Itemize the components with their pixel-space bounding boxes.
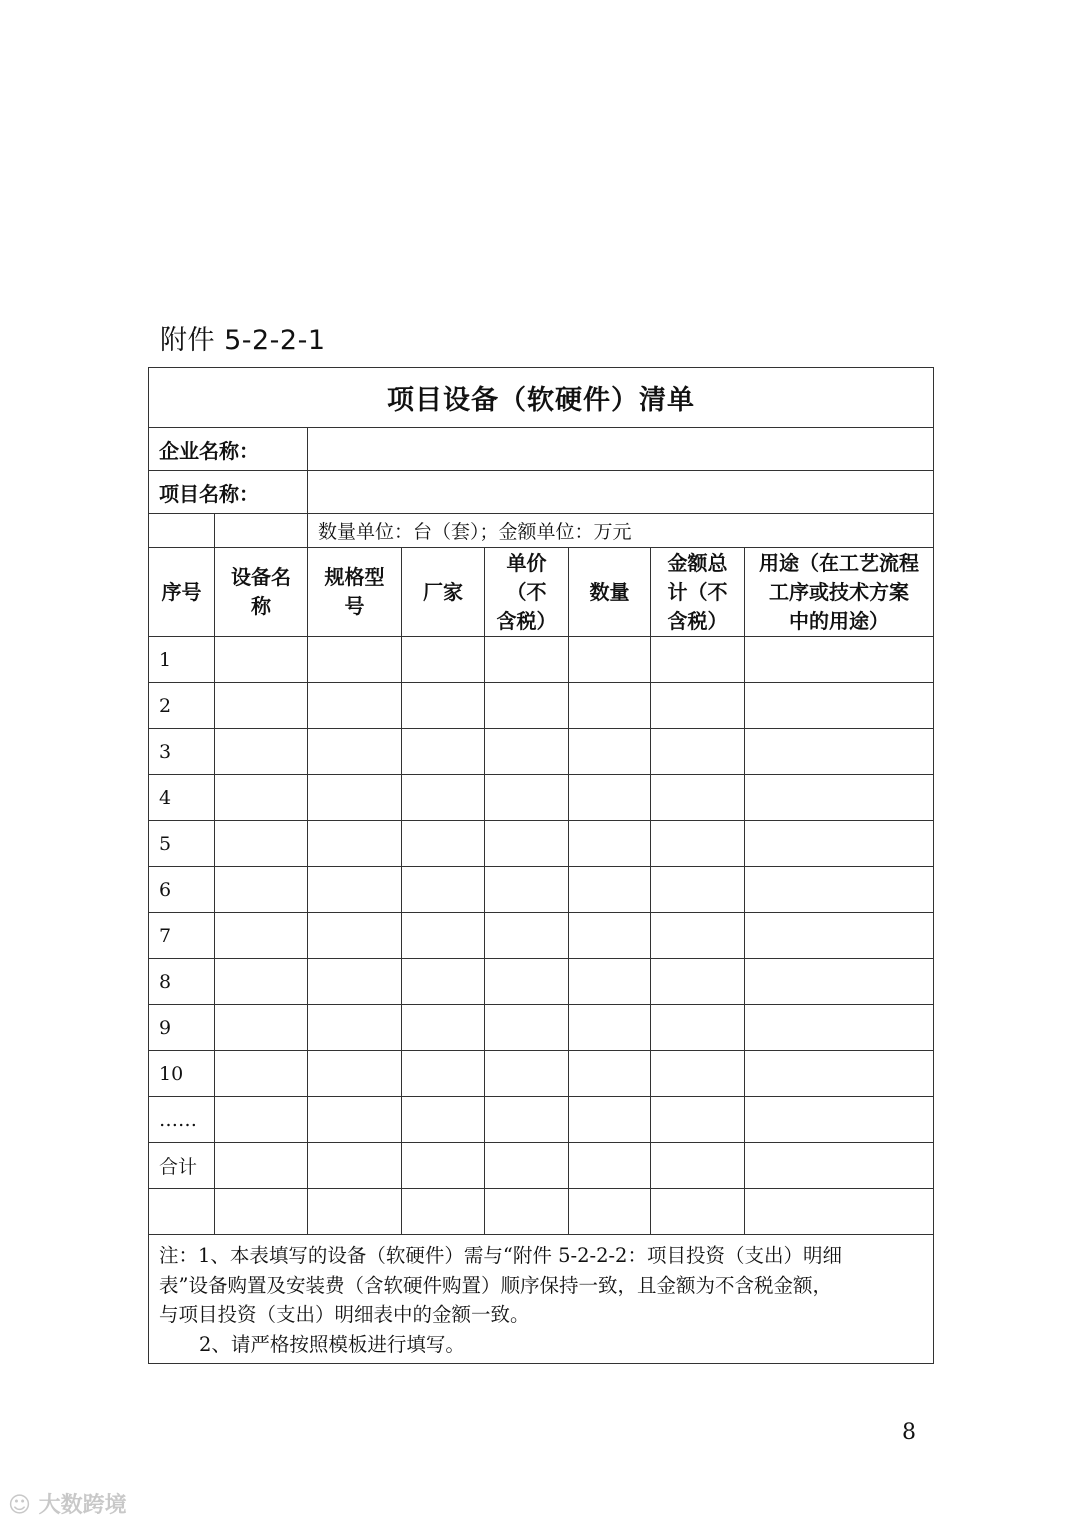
table-cell[interactable]	[402, 867, 485, 913]
table-row	[149, 1097, 934, 1143]
table-cell[interactable]	[569, 867, 651, 913]
table-cell[interactable]	[402, 821, 485, 867]
table-cell[interactable]	[651, 959, 745, 1005]
table-cell[interactable]	[745, 683, 934, 729]
table-cell[interactable]	[651, 729, 745, 775]
header-total: 金额总 计（不 含税）	[651, 548, 745, 637]
table-cell[interactable]	[745, 637, 934, 683]
table-cell[interactable]	[651, 821, 745, 867]
table-cell[interactable]	[215, 1051, 308, 1097]
table-cell[interactable]	[569, 775, 651, 821]
row-index: 7	[149, 913, 215, 959]
row-index: 3	[149, 729, 215, 775]
table-cell[interactable]	[569, 913, 651, 959]
table-cell[interactable]	[485, 1189, 569, 1235]
row-index: 9	[149, 1005, 215, 1051]
table-cell[interactable]	[745, 913, 934, 959]
row-index: 2	[149, 683, 215, 729]
table-cell[interactable]	[485, 867, 569, 913]
table-cell[interactable]	[569, 959, 651, 1005]
table-cell[interactable]	[215, 683, 308, 729]
table-cell[interactable]	[215, 959, 308, 1005]
attachment-label: 附件 5-2-2-1	[160, 325, 326, 356]
table-cell[interactable]	[402, 913, 485, 959]
table-row	[149, 1143, 934, 1189]
table-note: 注：1、本表填写的设备（软硬件）需与“附件 5-2-2-2：项目投资（支出）明细 表”设备购置及安装费（含软硬件购置）顺序保持一致，且金额为不含税金额， 与项目投资（支出）明细表中的金额一致。 2、请严格按照模板进行填写。	[149, 1235, 934, 1364]
row-index	[149, 1189, 215, 1235]
header-seq: 序号	[149, 548, 215, 637]
table-cell[interactable]	[745, 1005, 934, 1051]
table-row	[149, 775, 934, 821]
row-index: 合计	[149, 1143, 215, 1189]
table-cell[interactable]	[569, 683, 651, 729]
table-cell[interactable]	[215, 637, 308, 683]
table-cell[interactable]	[651, 775, 745, 821]
row-index: ……	[149, 1097, 215, 1143]
table-row	[149, 867, 934, 913]
units-note: 数量单位：台（套）；金额单位：万元	[308, 514, 934, 548]
row-index: 1	[149, 637, 215, 683]
table-cell[interactable]	[485, 729, 569, 775]
table-cell[interactable]	[308, 1097, 402, 1143]
table-cell[interactable]	[402, 1097, 485, 1143]
table-cell[interactable]	[651, 1005, 745, 1051]
page-number: 8	[902, 1420, 916, 1445]
table-cell[interactable]	[569, 821, 651, 867]
table-cell[interactable]	[569, 1189, 651, 1235]
project-name-field[interactable]	[308, 471, 934, 514]
table-row	[149, 1051, 934, 1097]
row-index: 6	[149, 867, 215, 913]
unit-row-blank-cell	[215, 514, 308, 548]
table-row	[149, 637, 934, 683]
header-device-name: 设备名 称	[215, 548, 308, 637]
table-cell[interactable]	[569, 1143, 651, 1189]
table-cell[interactable]	[308, 637, 402, 683]
table-cell[interactable]	[485, 1143, 569, 1189]
table-cell[interactable]	[745, 821, 934, 867]
table-cell[interactable]	[485, 959, 569, 1005]
table-cell[interactable]	[651, 1051, 745, 1097]
table-cell[interactable]	[485, 1097, 569, 1143]
project-name-label: 项目名称：	[149, 471, 308, 514]
table-cell[interactable]	[569, 637, 651, 683]
row-index: 8	[149, 959, 215, 1005]
table-cell[interactable]	[745, 1097, 934, 1143]
header-spec: 规格型 号	[308, 548, 402, 637]
table-cell[interactable]	[745, 775, 934, 821]
table-cell[interactable]	[402, 1189, 485, 1235]
table-cell[interactable]	[745, 1143, 934, 1189]
table-cell[interactable]	[402, 775, 485, 821]
table-cell[interactable]	[308, 1005, 402, 1051]
table-cell[interactable]	[308, 821, 402, 867]
table-cell[interactable]	[402, 1143, 485, 1189]
header-quantity: 数量	[569, 548, 651, 637]
header-manufacturer: 厂家	[402, 548, 485, 637]
table-title: 项目设备（软硬件）清单	[149, 368, 934, 428]
table-cell[interactable]	[651, 637, 745, 683]
table-cell[interactable]	[308, 959, 402, 1005]
table-cell[interactable]	[308, 1051, 402, 1097]
equipment-list-table	[148, 367, 934, 1364]
table-cell[interactable]	[651, 913, 745, 959]
unit-row-blank-cell	[149, 514, 215, 548]
table-cell[interactable]	[402, 1051, 485, 1097]
table-cell[interactable]	[215, 1097, 308, 1143]
table-cell[interactable]	[215, 821, 308, 867]
table-cell[interactable]	[745, 1051, 934, 1097]
table-cell[interactable]	[215, 867, 308, 913]
company-name-label: 企业名称：	[149, 428, 308, 471]
table-cell[interactable]	[402, 959, 485, 1005]
table-cell[interactable]	[745, 729, 934, 775]
table-cell[interactable]	[215, 1189, 308, 1235]
table-cell[interactable]	[745, 959, 934, 1005]
table-cell[interactable]	[651, 1143, 745, 1189]
table-cell[interactable]	[215, 913, 308, 959]
table-cell[interactable]	[215, 1005, 308, 1051]
table-row	[149, 683, 934, 729]
table-cell[interactable]	[569, 1097, 651, 1143]
table-cell[interactable]	[745, 867, 934, 913]
table-row	[149, 1189, 934, 1235]
table-cell[interactable]	[485, 683, 569, 729]
table-cell[interactable]	[402, 729, 485, 775]
table-cell[interactable]	[485, 637, 569, 683]
table-cell[interactable]	[651, 867, 745, 913]
table-cell[interactable]	[308, 683, 402, 729]
table-cell[interactable]	[215, 729, 308, 775]
company-name-field[interactable]	[308, 428, 934, 471]
table-row	[149, 913, 934, 959]
table-cell[interactable]	[651, 1189, 745, 1235]
header-unit-price: 单价 （不 含税）	[485, 548, 569, 637]
table-cell[interactable]	[485, 913, 569, 959]
table-cell[interactable]	[402, 683, 485, 729]
table-cell[interactable]	[485, 1005, 569, 1051]
table-cell[interactable]	[402, 1005, 485, 1051]
table-cell[interactable]	[651, 1097, 745, 1143]
table-cell[interactable]	[215, 775, 308, 821]
table-cell[interactable]	[308, 913, 402, 959]
table-cell[interactable]	[308, 867, 402, 913]
table-cell[interactable]	[569, 1051, 651, 1097]
table-cell[interactable]	[308, 1189, 402, 1235]
row-index: 5	[149, 821, 215, 867]
table-cell[interactable]	[651, 683, 745, 729]
watermark-logo: ☺ 大数跨境	[8, 1493, 127, 1518]
table-cell[interactable]	[308, 729, 402, 775]
table-cell[interactable]	[569, 1005, 651, 1051]
row-index: 10	[149, 1051, 215, 1097]
table-cell[interactable]	[485, 775, 569, 821]
table-cell[interactable]	[485, 821, 569, 867]
table-row	[149, 1005, 934, 1051]
table-row	[149, 821, 934, 867]
table-row	[149, 959, 934, 1005]
table-cell[interactable]	[485, 1051, 569, 1097]
table-cell[interactable]	[745, 1189, 934, 1235]
table-cell[interactable]	[308, 1143, 402, 1189]
table-cell[interactable]	[215, 1143, 308, 1189]
table-row	[149, 729, 934, 775]
row-index: 4	[149, 775, 215, 821]
header-usage: 用途（在工艺流程 工序或技术方案 中的用途）	[745, 548, 934, 637]
table-cell[interactable]	[402, 637, 485, 683]
table-cell[interactable]	[308, 775, 402, 821]
table-cell[interactable]	[569, 729, 651, 775]
